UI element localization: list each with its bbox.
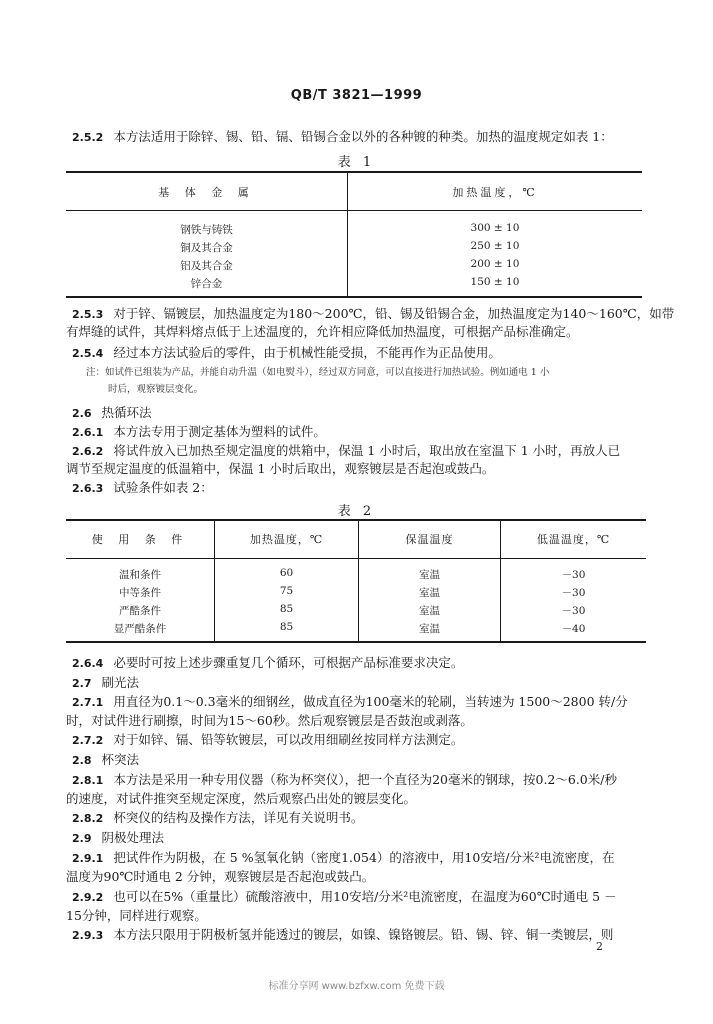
- table-row: 铝及其合金: [180, 260, 233, 272]
- clause-number: 2.6.4: [72, 657, 104, 670]
- table-1-header-base-metal: 基 体 金 属: [158, 186, 255, 199]
- table-1-caption: 表 1: [337, 155, 376, 170]
- clause-text: 杯突仪的结构及操作方法，详见有关说明书。: [113, 810, 364, 825]
- paragraph-2-6-1: [72, 423, 326, 442]
- clause-number: 2.6.3: [72, 482, 104, 495]
- clause-number: 2.5.4: [72, 347, 104, 360]
- table-2-header-heating: 加热温度，℃: [249, 533, 324, 546]
- section-2-9: [72, 829, 164, 848]
- table-cell: 室温: [419, 569, 440, 581]
- table-row: 温和条件: [119, 569, 161, 581]
- table-cell: 150 ± 10: [470, 276, 520, 288]
- paragraph-2-9-2: [72, 888, 617, 907]
- clause-number: 2.6.2: [72, 445, 104, 458]
- table-2-divider: [214, 558, 215, 641]
- paragraph-2-6-4: [72, 654, 463, 673]
- clause-text: 经过本方法试验后的零件，由于机械性能受损，不能再作为正品使用。: [113, 345, 501, 360]
- paragraph-2-9-1-line2: 温度为90℃时通电 2 分钟，观察镀层是否起泡或鼓凸。: [66, 869, 375, 884]
- table-2-header-condition: 使 用 条 件: [91, 533, 189, 546]
- section-number: 2.6: [72, 407, 92, 420]
- table-1-top-rule: [66, 171, 642, 173]
- section-2-8: [72, 751, 139, 770]
- clause-text: 本方法适用于除锌、锡、铅、镉、铅锡合金以外的各种镀的种类。加热的温度规定如表 1：: [113, 129, 613, 144]
- clause-text: 必要时可按上述步骤重复几个循环，可根据产品标准要求决定。: [113, 655, 464, 670]
- table-cell: －30: [561, 605, 586, 617]
- paragraph-2-5-3-line2: 有焊缝的试件，其焊料熔点低于上述温度的，允许相应降低加热温度，可根据产品标准确定。: [66, 324, 579, 339]
- table-cell: 85: [279, 603, 294, 615]
- table-row: 锌合金: [190, 278, 223, 290]
- table-2-header-holding: 保温温度: [405, 533, 454, 546]
- clause-text: 也可以在5%（重量比）硫酸溶液中，用10安培/分米²电流密度，在温度为60℃时通电 5 －: [113, 889, 617, 904]
- clause-text: 本方法是采用一种专用仪器（称为杯突仪），把一个直径为20毫米的钢球，按0.2～6.0米/秒: [113, 772, 617, 787]
- table-cell: 200 ± 10: [470, 258, 520, 270]
- paragraph-2-5-4: [72, 344, 501, 363]
- table-2-top-rule: [66, 519, 646, 521]
- section-number: 2.7: [72, 677, 92, 690]
- section-title: 杯突法: [101, 752, 140, 767]
- table-2-header-rule: [66, 558, 646, 559]
- table-cell: －30: [561, 587, 586, 599]
- table-cell: －40: [561, 623, 586, 635]
- paragraph-2-7-1-line2: 时，对试件进行刷擦，时间为15～60秒。然后观察镀层是否鼓泡或剥落。: [66, 713, 473, 728]
- clause-number: 2.8.2: [72, 812, 104, 825]
- clause-text: 本方法只限用于阴极析氢并能透过的镀层，如镍、镍铬镀层。铅、锡、锌、铜一类镀层，则: [113, 927, 614, 942]
- table-2-divider: [500, 558, 501, 641]
- table-2-caption: 表 2: [337, 504, 376, 519]
- table-cell: 室温: [419, 587, 440, 599]
- table-cell: 60: [279, 567, 294, 579]
- paragraph-2-9-2-line2: 15分钟，同样进行观察。: [66, 908, 207, 923]
- table-row: 钢铁与铸铁: [180, 224, 233, 236]
- paragraph-2-6-2-line2: 调节至规定温度的低温箱中，保温 1 小时后取出，观察镀层是否起泡或鼓凸。: [66, 461, 495, 476]
- note-line-2: 时后，观察镀层变化。: [108, 384, 204, 395]
- section-number: 2.9: [72, 832, 92, 845]
- section-2-7: [72, 674, 139, 693]
- section-2-6: [72, 404, 152, 423]
- paragraph-2-7-1: [72, 693, 628, 712]
- clause-number: 2.8.1: [72, 774, 104, 787]
- table-1-body-divider: [347, 210, 348, 296]
- table-1-bottom-rule: [66, 296, 642, 298]
- watermark-footer: 标准分享网 www.bzfxw.com 免费下载: [268, 981, 445, 992]
- section-number: 2.8: [72, 754, 92, 767]
- clause-number: 2.5.2: [72, 131, 104, 144]
- table-2-bottom-rule: [66, 641, 646, 643]
- clause-number: 2.9.1: [72, 852, 104, 865]
- section-title: 热循环法: [101, 405, 152, 420]
- clause-number: 2.9.3: [72, 929, 104, 942]
- clause-text: 本方法专用于测定基体为塑料的试件。: [113, 424, 326, 439]
- table-1-header-temperature: 加热温度，℃: [452, 186, 538, 199]
- clause-text: 对于锌、镉镀层，加热温度定为180～200℃，铅、锡及铅锡合金，加热温度定为140～160℃，如带: [113, 306, 675, 321]
- table-2-header-low: 低温温度，℃: [536, 533, 611, 546]
- page-number: 2: [596, 940, 603, 953]
- clause-number: 2.7.1: [72, 696, 104, 709]
- paragraph-2-7-2: [72, 731, 463, 750]
- table-row: 铜及其合金: [180, 242, 233, 254]
- paragraph-2-9-3: [72, 926, 613, 945]
- paragraph-2-9-1: [72, 849, 615, 868]
- paragraph-2-8-1: [72, 771, 617, 790]
- clause-number: 2.7.2: [72, 734, 104, 747]
- paragraph-2-8-1-line2: 的速度，对试件推突至规定深度，然后观察凸出处的镀层变化。: [66, 791, 417, 806]
- clause-text: 把试件作为阴极，在 5 %氢氧化钠（密度1.054）的溶液中，用10安培/分米²电流密度，在: [113, 850, 615, 865]
- paragraph-2-8-2: [72, 809, 363, 828]
- table-1-header-rule: [66, 210, 642, 211]
- paragraph-2-6-3: [72, 479, 213, 498]
- table-cell: 室温: [419, 623, 440, 635]
- paragraph-2-5-2: [72, 128, 613, 147]
- table-2-divider: [358, 558, 359, 641]
- clause-text: 试验条件如表 2：: [113, 480, 213, 495]
- table-row: 中等条件: [119, 587, 161, 599]
- paragraph-2-5-3: [72, 305, 674, 324]
- table-row: 严酷条件: [119, 605, 161, 617]
- clause-text: 用直径为0.1～0.3毫米的细钢丝，做成直径为100毫米的轮刷，当转速为 1500～2800 转/分: [113, 694, 628, 709]
- table-cell: 300 ± 10: [470, 222, 520, 234]
- table-cell: －30: [561, 569, 586, 581]
- clause-text: 对于如锌、镉、铅等软镀层，可以改用细刷丝按同样方法测定。: [113, 732, 464, 747]
- clause-number: 2.9.2: [72, 891, 104, 904]
- table-cell: 85: [279, 621, 294, 633]
- paragraph-2-6-2: [72, 442, 620, 461]
- section-title: 阴极处理法: [101, 830, 165, 845]
- table-cell: 75: [279, 585, 294, 597]
- note-line-1: 注：如试件已组装为产品，并能自动升温（如电熨斗），经过双方同意，可以直接进行加热试验。例如通电 1 小: [86, 367, 550, 378]
- table-cell: 250 ± 10: [470, 240, 520, 252]
- section-title: 刷光法: [101, 675, 140, 690]
- clause-number: 2.6.1: [72, 426, 104, 439]
- clause-text: 将试件放入已加热至规定温度的烘箱中，保温 1 小时后，取出放在室温下 1 小时，再放人已: [113, 443, 621, 458]
- page-header: QB/T 3821—1999: [290, 88, 423, 103]
- table-row: 显严酷条件: [113, 623, 167, 635]
- clause-number: 2.5.3: [72, 308, 104, 321]
- table-cell: 室温: [419, 605, 440, 617]
